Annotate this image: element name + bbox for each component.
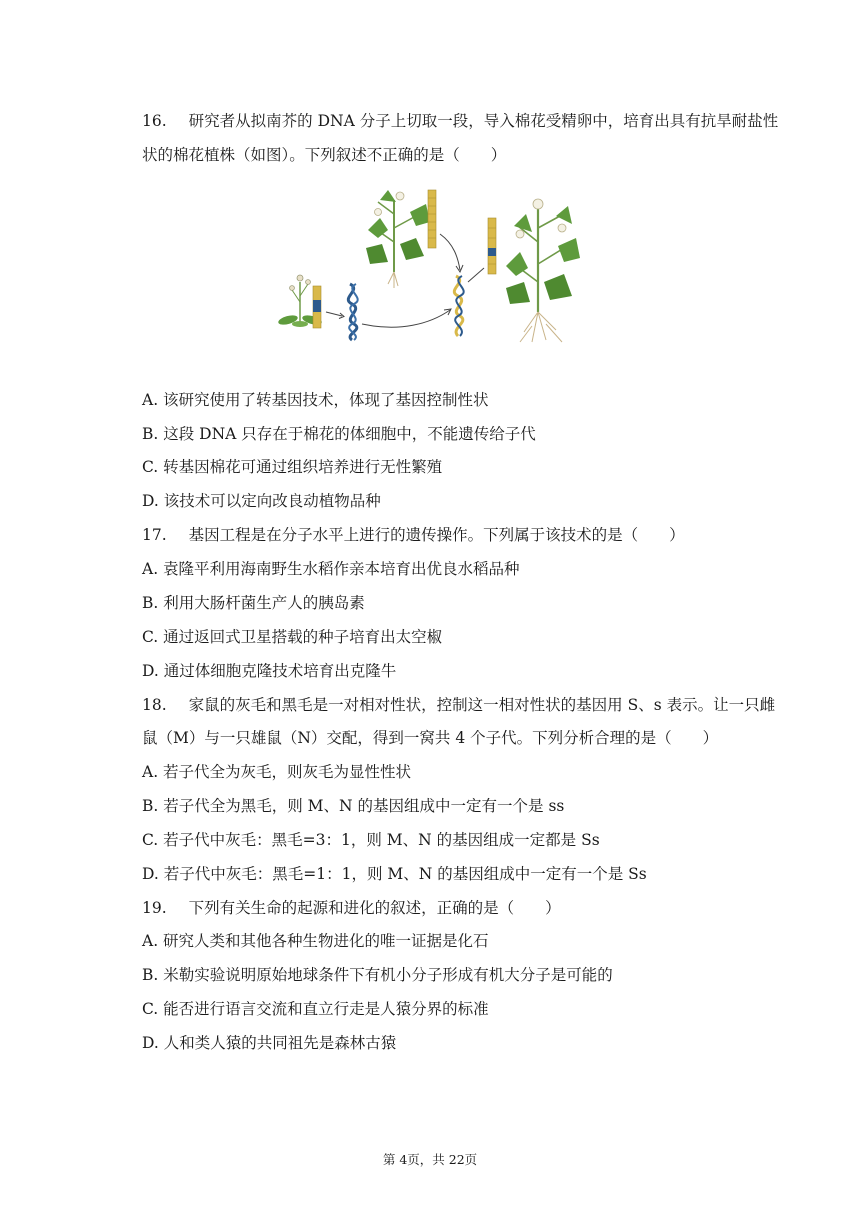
question-number: 19. xyxy=(142,899,167,917)
dna-helix-2 xyxy=(454,276,463,336)
option-19-c: C. 能否进行语言交流和直立行走是人猿分界的标准 xyxy=(142,1000,489,1018)
question-19-stem xyxy=(142,897,561,919)
question-number: 16. xyxy=(142,112,167,130)
question-17-stem xyxy=(142,524,685,546)
transgenic-cotton-figure xyxy=(270,172,590,350)
option-19-d: D. 人和类人猿的共同祖先是森林古猿 xyxy=(142,1034,397,1052)
cotton-plant-transgenic xyxy=(506,199,580,342)
option-17-d: D. 通过体细胞克隆技术培育出克隆牛 xyxy=(142,662,397,680)
option-19-b: B. 米勒实验说明原始地球条件下有机小分子形成有机大分子是可能的 xyxy=(142,966,613,984)
cotton-plant-recipient xyxy=(366,190,430,288)
option-16-a: A. 该研究使用了转基因技术，体现了基因控制性状 xyxy=(142,391,489,409)
question-16-stem-line-1 xyxy=(142,110,778,132)
option-17-b: B. 利用大肠杆菌生产人的胰岛素 xyxy=(142,594,365,612)
option-17-a: A. 袁隆平利用海南野生水稻作亲本培育出优良水稻品种 xyxy=(142,560,520,578)
question-18-stem-line-1 xyxy=(142,694,775,716)
option-18-b: B. 若子代全为黑毛，则 M、N 的基因组成中一定有一个是 ss xyxy=(142,797,565,815)
question-text: 家鼠的灰毛和黑毛是一对相对性状，控制这一相对性状的基因用 S、s 表示。让一只雌 xyxy=(188,696,776,714)
curved-arrow-icon xyxy=(362,310,450,327)
arrow-icon xyxy=(468,268,484,282)
option-18-d: D. 若子代中灰毛：黑毛=1：1，则 M、N 的基因组成中一定有一个是 Ss xyxy=(142,865,647,883)
option-18-a: A. 若子代全为灰毛，则灰毛为显性性状 xyxy=(142,763,412,781)
arrow-icon xyxy=(440,234,460,270)
dna-segment-bar-3 xyxy=(488,218,496,274)
question-16-stem-line-2: 状的棉花植株（如图）。下列叙述不正确的是（ ） xyxy=(142,146,507,164)
arrow-icon xyxy=(326,312,342,316)
dna-helix-1 xyxy=(348,284,357,340)
option-19-a: A. 研究人类和其他各种生物进化的唯一证据是化石 xyxy=(142,932,489,950)
option-17-c: C. 通过返回式卫星搭载的种子培育出太空椒 xyxy=(142,628,443,646)
dna-segment-bar-1 xyxy=(313,286,321,328)
option-16-d: D. 该技术可以定向改良动植物品种 xyxy=(142,492,381,510)
option-16-b: B. 这段 DNA 只存在于棉花的体细胞中，不能遗传给子代 xyxy=(142,425,536,443)
option-16-c: C. 转基因棉花可通过组织培养进行无性繁殖 xyxy=(142,458,443,476)
page-footer: 第 4页，共 22页 xyxy=(382,1152,478,1167)
option-18-c: C. 若子代中灰毛：黑毛=3：1，则 M、N 的基因组成一定都是 Ss xyxy=(142,831,600,849)
question-number: 18. xyxy=(142,696,167,714)
question-text: 研究者从拟南芥的 DNA 分子上切取一段，导入棉花受精卵中，培育出具有抗旱耐盐性 xyxy=(188,112,779,130)
question-text: 基因工程是在分子水平上进行的遗传操作。下列属于该技术的是（ ） xyxy=(188,526,685,544)
dna-segment-bar-2 xyxy=(428,190,436,248)
question-18-stem-line-2: 鼠（M）与一只雄鼠（N）交配，得到一窝共 4 个子代。下列分析合理的是（ ） xyxy=(142,729,719,747)
question-number: 17. xyxy=(142,526,167,544)
question-text: 下列有关生命的起源和进化的叙述，正确的是（ ） xyxy=(188,899,561,917)
